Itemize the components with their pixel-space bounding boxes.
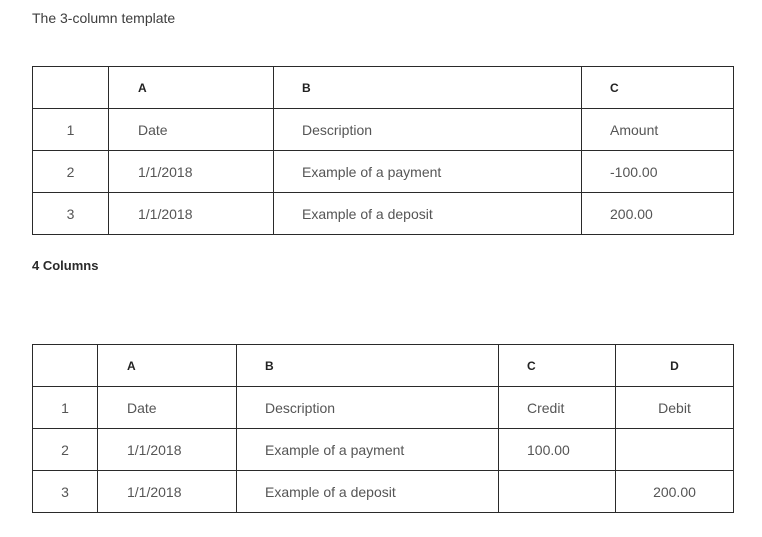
- table-header-row: [33, 345, 734, 387]
- header-cell-b: B: [237, 345, 499, 387]
- cell-b: Example of a deposit: [237, 471, 499, 513]
- cell-b: Description: [274, 109, 582, 151]
- cell-b: Example of a payment: [237, 429, 499, 471]
- table-row: [33, 109, 734, 151]
- section-heading: 4 Columns: [32, 258, 99, 273]
- table-row: [33, 387, 734, 429]
- header-cell-b: B: [274, 67, 582, 109]
- cell-a: Date: [98, 387, 237, 429]
- four-column-table: [32, 344, 734, 513]
- cell-a: 1/1/2018: [109, 193, 274, 235]
- three-column-table: [32, 66, 734, 235]
- row-number: 2: [33, 151, 109, 193]
- row-number: 1: [33, 387, 98, 429]
- cell-b: Description: [237, 387, 499, 429]
- table-row: [33, 471, 734, 513]
- header-cell-d: D: [616, 345, 734, 387]
- cell-b: Example of a deposit: [274, 193, 582, 235]
- cell-c: [499, 471, 616, 513]
- cell-a: Date: [109, 109, 274, 151]
- cell-b: Example of a payment: [274, 151, 582, 193]
- table-header-row: [33, 67, 734, 109]
- cell-a: 1/1/2018: [98, 471, 237, 513]
- header-cell-corner: [33, 345, 98, 387]
- header-cell-c: C: [582, 67, 734, 109]
- cell-c: 200.00: [582, 193, 734, 235]
- table-row: [33, 429, 734, 471]
- cell-d: Debit: [616, 387, 734, 429]
- intro-text: The 3-column template: [32, 10, 176, 26]
- table-row: [33, 151, 734, 193]
- cell-a: 1/1/2018: [109, 151, 274, 193]
- header-cell-corner: [33, 67, 109, 109]
- table-row: [33, 193, 734, 235]
- row-number: 3: [33, 193, 109, 235]
- cell-d: [616, 429, 734, 471]
- cell-a: 1/1/2018: [98, 429, 237, 471]
- row-number: 2: [33, 429, 98, 471]
- row-number: 1: [33, 109, 109, 151]
- cell-d: 200.00: [616, 471, 734, 513]
- cell-c: Credit: [499, 387, 616, 429]
- header-cell-c: C: [499, 345, 616, 387]
- header-cell-a: A: [98, 345, 237, 387]
- cell-c: Amount: [582, 109, 734, 151]
- cell-c: 100.00: [499, 429, 616, 471]
- row-number: 3: [33, 471, 98, 513]
- header-cell-a: A: [109, 67, 274, 109]
- cell-c: -100.00: [582, 151, 734, 193]
